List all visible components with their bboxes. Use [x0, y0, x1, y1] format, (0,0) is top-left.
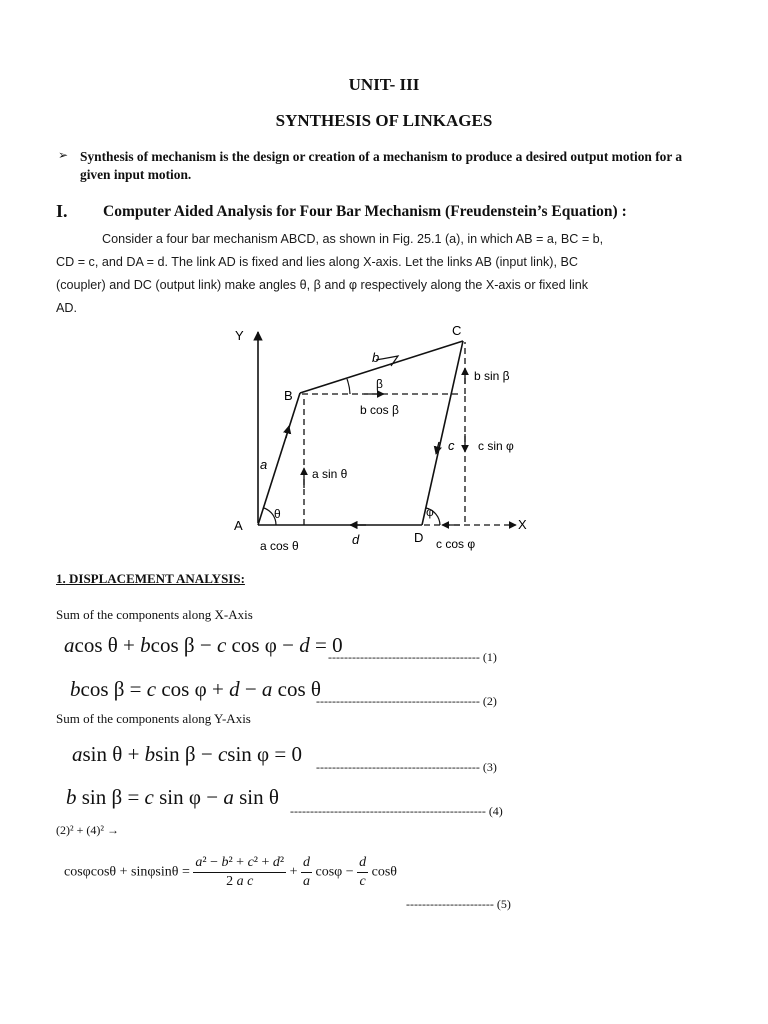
c-sin-label: c sin φ: [478, 439, 514, 453]
fraction: $\frac{\text{a² − b² + c² + d²}}{\text{2 a c}}$: [195, 855, 285, 889]
theta-label: θ: [274, 507, 281, 521]
link-d-label: d: [352, 532, 360, 547]
link-c: [422, 341, 463, 525]
a-cos-label: a cos θ: [260, 539, 299, 553]
equation-4-number: ------------------------------------------------- (4): [290, 804, 503, 818]
eq-num: (4): [488, 804, 503, 818]
x-axis-caption: Sum of the components along X-Axis: [56, 607, 253, 622]
equation-1-number: -------------------------------------- (1): [328, 650, 497, 664]
eq-num: (5): [496, 897, 511, 911]
eq-num: (3): [482, 760, 497, 774]
beta-label: β: [376, 377, 383, 391]
section-heading: Computer Aided Analysis for Four Bar Mechanism (Freudenstein’s Equation) :: [103, 203, 627, 220]
link-a-arrow: [286, 426, 289, 438]
fraction: $\frac{d}{c}$: [359, 855, 367, 889]
paragraph-line: CD = c, and DA = d. The link AD is fixed and lies along X-axis. Let the links AB (input link), BC: [56, 255, 578, 269]
sub-title: DISPLACEMENT ANALYSIS:: [69, 571, 245, 586]
point-c-label: C: [452, 323, 462, 338]
x-axis-label: X: [518, 517, 527, 532]
four-bar-diagram: [226, 318, 536, 558]
a-sin-label: a sin θ: [312, 467, 348, 481]
eq-num: (1): [482, 650, 497, 664]
unit-title: UNIT- III: [348, 75, 420, 94]
y-axis-caption: Sum of the components along Y-Axis: [56, 711, 251, 726]
intro-text: Synthesis of mechanism is the design or creation of a mechanism to produce a desired output motion for a given input motion.: [80, 149, 683, 182]
eq-num: (2): [482, 694, 497, 708]
point-a-label: A: [234, 518, 243, 533]
paragraph-line: Consider a four bar mechanism ABCD, as shown in Fig. 25.1 (a), in which AB = a, BC = b,: [102, 232, 604, 246]
fraction: $\frac{d}{a}$: [302, 855, 310, 889]
link-a-label: a: [260, 457, 268, 472]
link-b-label: b: [372, 350, 380, 365]
equation-3: asin θ + bsin β − csin φ = 0: [72, 742, 303, 766]
phi-label: φ: [426, 505, 434, 519]
combine-step: (2)² + (4)² →: [56, 823, 119, 837]
bullet-arrow-icon: ➢: [58, 148, 69, 162]
displacement-heading: [56, 571, 245, 587]
c-cos-label: c cos φ: [436, 537, 476, 551]
point-b-label: B: [284, 388, 293, 403]
equation-3-number: ----------------------------------------- (3): [316, 760, 497, 774]
beta-arc: [347, 379, 350, 394]
point-d-label: D: [414, 530, 424, 545]
paragraph-line: (coupler) and DC (output link) make angles θ, β and φ respectively along the X-axis or fixed link: [56, 278, 589, 292]
equation-4: b sin β = c sin φ − a sin θ: [66, 785, 279, 809]
b-sin-label: b sin β: [474, 369, 510, 383]
page-title: SYNTHESIS OF LINKAGES: [275, 111, 493, 130]
sub-number: 1.: [56, 571, 66, 586]
equation-1: acos θ + bcos β − c cos φ − d = 0: [64, 633, 343, 657]
equation-5-number: ---------------------- (5): [406, 897, 511, 911]
equation-5: cosφcosθ + sinφsinθ = $\frac{\text{a² − b² + c² + d²}}{\text{2 a c}}$ + $\frac{d}{a}$ cosφ − $\frac{d}{c}$ cosθ: [64, 855, 397, 889]
paragraph-line: AD.: [56, 301, 77, 315]
b-cos-label: b cos β: [360, 403, 399, 417]
equation-2-number: ----------------------------------------- (2): [316, 694, 497, 708]
y-axis-label: Y: [235, 328, 244, 343]
link-c-label: c: [448, 438, 455, 453]
section-number: I.: [56, 201, 68, 221]
equation-2: bcos β = c cos φ + d − a cos θ: [70, 677, 321, 701]
intro-paragraph: [56, 228, 661, 320]
